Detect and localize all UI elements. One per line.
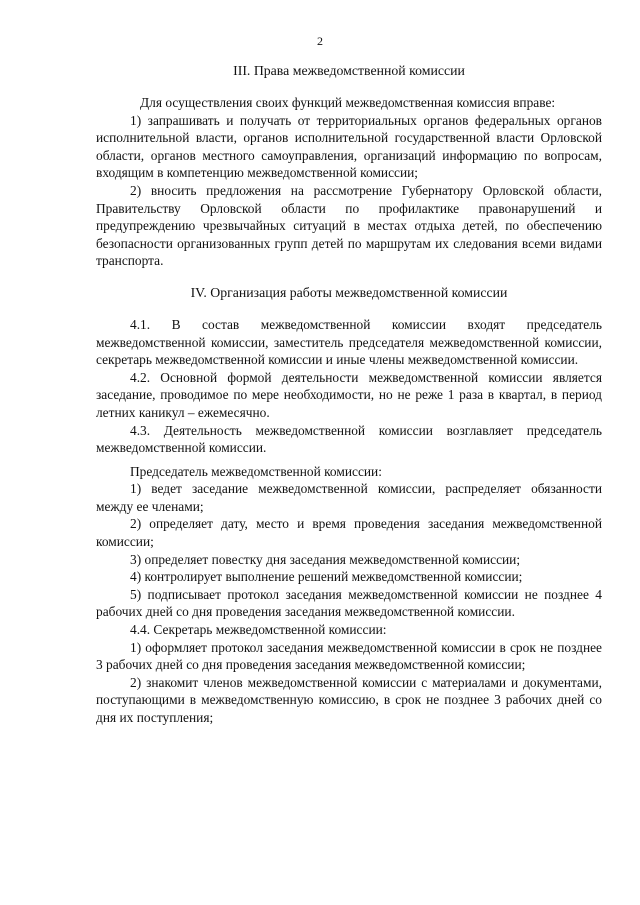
page-number: 2 bbox=[317, 34, 323, 48]
paragraph-secretary-item-1: 1) оформляет протокол заседания межведомственной комиссии в срок не позднее 3 рабочих дней со дня проведения заседания межведомственной комиссии; bbox=[96, 639, 602, 673]
paragraph-rights-item-2: 2) вносить предложения на рассмотрение Губернатору Орловской области, Правительству Орловской области по профилактике правонарушений и предупреждению чрезвычайных ситуаций в местах отдыха детей, по обеспечению безопасности организованных групп детей по маршрутам их следования всеми видами транспорта. bbox=[96, 182, 602, 269]
paragraph-4-2: 4.2. Основной формой деятельности межведомственной комиссии является заседание, проводимое по мере необходимости, но не реже 1 раза в квартал, в период летних каникул – ежемесячно. bbox=[96, 369, 602, 420]
paragraph-4-3: 4.3. Деятельность межведомственной комиссии возглавляет председатель межведомственной комиссии. bbox=[96, 422, 602, 456]
paragraph-chairman-item-4: 4) контролирует выполнение решений межведомственной комиссии; bbox=[130, 569, 523, 585]
section-heading-rights: III. Права межведомственной комиссии bbox=[233, 63, 465, 78]
paragraph-chairman-item-5: 5) подписывает протокол заседания межведомственной комиссии не позднее 4 рабочих дней со дня проведения заседания межведомственной комиссии. bbox=[96, 586, 602, 620]
paragraph-secretary-item-2: 2) знакомит членов межведомственной комиссии с материалами и документами, поступающими в межведомственную комиссию, в срок не позднее 3 рабочих дней со дня их поступления; bbox=[96, 674, 602, 725]
paragraph-chairman-item-1: 1) ведет заседание межведомственной комиссии, распределяет обязанности между ее членами; bbox=[96, 481, 602, 514]
paragraph-4-1: 4.1. В состав межведомственной комиссии входят председатель межведомственной комиссии, заместитель председателя межведомственной комиссии, секретарь межведомственной комиссии и иные члены межведомственной комиссии. bbox=[96, 316, 602, 368]
document-body bbox=[96, 62, 602, 727]
paragraph-chairman-title: Председатель межведомственной комиссии: bbox=[130, 463, 382, 479]
paragraph-chairman-item-2: 2) определяет дату, место и время проведения заседания межведомственной комиссии; bbox=[96, 516, 602, 550]
paragraph-rights-item-1: 1) запрашивать и получать от территориальных органов федеральных органов исполнительной власти, органов исполнительной государственной власти Орловской области, органов местного самоуправления, организаций информацию по вопросам, входящим в компетенцию межведомственной комиссии; bbox=[96, 112, 602, 181]
paragraph-4-4: 4.4. Секретарь межведомственной комиссии: bbox=[130, 622, 387, 638]
paragraph-rights-intro: Для осуществления своих функций межведомственная комиссия вправе: bbox=[140, 95, 556, 110]
section-heading-organization: IV. Организация работы межведомственной комиссии bbox=[190, 284, 508, 300]
paragraph-chairman-item-3: 3) определяет повестку дня заседания межведомственной комиссии; bbox=[130, 551, 521, 567]
